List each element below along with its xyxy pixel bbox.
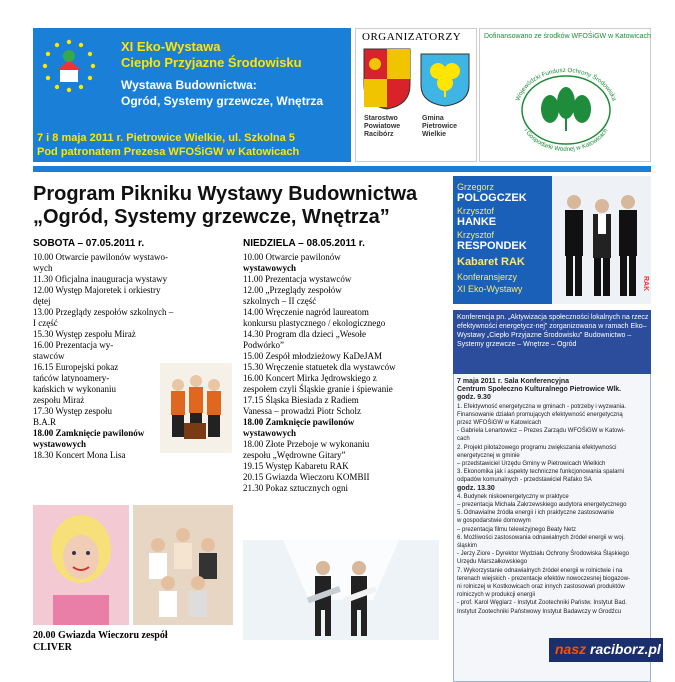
schedule-line: stawców (33, 351, 65, 361)
rak-photo-tag: RAK (642, 276, 649, 292)
sunday-schedule (243, 252, 443, 494)
folk-band-photo (160, 363, 232, 453)
organizers-box (355, 28, 477, 162)
org2-label-line3: Wielkie (422, 131, 447, 138)
fund-box (479, 28, 651, 162)
schedule-line: 18.00 Złote Przeboje w wykonaniu (243, 439, 370, 449)
schedule-line: 15.30 Wręczenie statuetek dla wystawców (243, 362, 396, 372)
schedule-line: 17.30 Występ zespołu (33, 406, 113, 416)
schedule-line: 11.30 Oficjalna inauguracja wystawy (33, 274, 168, 284)
schedule-line: 18.00 Zamknięcie pawilonów (243, 417, 355, 427)
performer3-first: Krzysztof (457, 230, 495, 240)
org1-label-line3: Racibórz (364, 131, 394, 138)
agenda-line: cach (457, 436, 470, 443)
fund-logo-ring-top: Wojewódzki Fundusz Ochrony Środowiska (514, 66, 618, 102)
site-watermark (549, 638, 663, 662)
schedule-line: 16.00 Koncert Mirka Jędrowskiego z (243, 373, 377, 383)
program-title-line2: „Ogród, Systemy grzewcze, Wnętrza” (33, 206, 390, 228)
schedule-line: zespołu Miraż (33, 395, 85, 405)
schedule-line: 15.30 Występ zespołu Miraż (33, 329, 136, 339)
conference-time-1: godz. 9.30 (457, 394, 491, 402)
agenda-line: ni rolniczej w Kostkowicach oraz innych zastosowań produktów (457, 584, 625, 591)
org2-label-line1: Gmina (422, 115, 444, 122)
agenda-line: 6. Możliwości zastosowania odnawialnych źródeł energii w woj. (457, 534, 625, 541)
eu-stars-logo-icon (39, 36, 99, 96)
schedule-line: wystawowych (243, 263, 296, 273)
schedule-line: wystawowych (243, 428, 296, 438)
band-group-photo (133, 505, 233, 625)
schedule-line: tańców latynoamery- (33, 373, 110, 383)
header-subtitle-line2: Ogród, Systemy grzewcze, Wnętrza (121, 94, 324, 108)
header-patronage-line: Pod patronatem Prezesa WFOŚiGW w Katowicach (37, 146, 300, 158)
agenda-line: śląskim (457, 543, 478, 550)
schedule-line: 18.00 Zamknięcie pawilonów (33, 428, 145, 438)
performers-event: XI Eko-Wystawy (457, 284, 523, 294)
saturday-heading: SOBOTA – 07.05.2011 r. (33, 238, 145, 249)
schedule-line: 21.30 Pokaz sztucznych ogni (243, 483, 348, 493)
clover-emblem-icon (418, 51, 472, 107)
conference-agenda (457, 378, 649, 616)
agenda-line: Urzędu Marszałkowskiego (457, 559, 528, 566)
schedule-line: zespołu „Wędrowne Gitary” (243, 450, 346, 460)
agenda-line: 2. Projekt pilotażowego programu zwiększania efektywności (457, 444, 617, 451)
header-date-line: 7 i 8 maja 2011 r. Pietrowice Wielkie, ul. Szkolna 5 (37, 132, 295, 144)
header-banner (33, 28, 351, 162)
agenda-line: 1. Efektywność energetyczna w gminach - potrzeby i wyzwania. (457, 403, 627, 410)
agenda-line: – prezentacja filmu telewizyjnego Beaty Netz (457, 526, 577, 533)
schedule-line: zespołem czyli Śląskie granie i śpiewanie (243, 384, 393, 394)
fund-logo-ring-bottom: i Gospodarki Wodnej w Katowicach (522, 127, 610, 154)
performers-group: Kabaret RAK (457, 256, 525, 268)
schedule-line: 18.30 Koncert Mona Lisa (33, 450, 126, 460)
agenda-line: Finansowanie działań promujących efektywność energetyczną (457, 411, 623, 418)
agenda-line: - prof. Karol Węglarz - Instytut Zootechniki Państw. Instytut Bad. (457, 600, 627, 607)
agenda-line: – przedstawiciel Urzędu Gminy w Pietrowicach Wielkich (457, 461, 606, 468)
kombii-band-photo (243, 540, 439, 640)
agenda-line: 7. Wykorzystanie odnawialnych źródeł energii w rolnictwie i na (457, 567, 623, 574)
agenda-line: Instytut Zootechniki Państwowy Instytut Badawczy w Grodźcu (457, 608, 622, 615)
agenda-line: 3. Ekonomika jak i aspekty techniczne funkcjonowania spalarni (457, 469, 625, 476)
schedule-line: 16.15 Europejski pokaz (33, 362, 119, 372)
agenda-line: - Gabriela Lenartowicz – Prezes Zarządu WFOŚiGW w Katowi- (457, 428, 626, 435)
conference-intro: Konferencja pn. „Aktywizacja społeczności lokalnych na rzecz efektywności energetycz-nej” zorganizowana w ramach Eko–Wystawy „Ciepło Przyjazne Środowisku” Budownictwo – Systemy grzewcze – Wnętrze – Ogród (457, 314, 649, 348)
performer3-last: RESPONDEK (457, 240, 527, 252)
header-subtitle-line1: Wystawa Budownictwa: (121, 78, 257, 92)
schedule-line: dętej (33, 296, 51, 306)
performer2-first: Krzysztof (457, 206, 495, 216)
agenda-line: przez WFOŚiGW w Katowicach (457, 420, 542, 427)
county-crest-icon (362, 47, 412, 111)
schedule-line: 11.00 Prezentacja wystawców (243, 274, 352, 284)
schedule-line: 19.15 Występ Kabaretu RAK (243, 461, 349, 471)
schedule-line: 12.00 Występ Majoretek i orkiestry (33, 285, 161, 295)
schedule-line: kańskich w wykonaniu (33, 384, 116, 394)
fund-funded-text: Dofinansowano ze środków WFOŚiGW w Katowicach (484, 33, 651, 40)
schedule-line: szkolnych – II część (243, 296, 317, 306)
schedule-line: konkursu plastycznego / ekologicznego (243, 318, 386, 328)
schedule-line: 17.15 Śląska Biesiada z Radiem (243, 395, 359, 405)
watermark-part1: nasz (555, 641, 587, 657)
agenda-line: odpadów komunalnych - przedstawiciel Rafako SA (457, 477, 592, 484)
program-title-line1: Program Pikniku Wystawy Budownictwa (33, 183, 418, 205)
cliver-caption (33, 630, 168, 654)
cliver-caption-line1: 20.00 Gwiazda Wieczoru zespół (33, 630, 168, 641)
schedule-line: wych (33, 263, 53, 273)
header-title-line1: XI Eko-Wystawa (121, 39, 221, 54)
schedule-line: 14.00 Wręczenie nagród laureatom (243, 307, 369, 317)
org2-label-line2: Pietrowice (422, 123, 458, 130)
performer2-last: HANKE (457, 216, 497, 228)
kabaret-rak-photo (552, 176, 651, 304)
schedule-line: 14.30 Program dla dzieci „Wesołe (243, 329, 366, 339)
schedule-line: 12.00 „Przeglądy zespołów (243, 285, 342, 295)
conference-time-2: godz. 13.30 (457, 484, 495, 492)
agenda-line: w gospodarstwie domowym (457, 518, 531, 525)
conference-venue: Centrum Społeczno Kulturalnego Pietrowice Wlk. (457, 386, 622, 394)
performer1-first: Grzegorz (457, 182, 495, 192)
schedule-line: wystawowych (33, 439, 86, 449)
schedule-line: B.A.R (33, 417, 57, 427)
saturday-schedule (33, 252, 174, 461)
cliver-singer-photo (33, 505, 129, 625)
schedule-line: I część (33, 318, 58, 328)
watermark-part2: raciborz.pl (590, 641, 661, 657)
header-divider (33, 166, 651, 172)
agenda-line: – prezentacja Michała Zakrzewskiego audytora energetycznego (457, 502, 627, 509)
agenda-line: - Jerzy Ziore - Dyrektor Wydziału Ochrony Środowiska Śląskiego (457, 551, 629, 558)
schedule-line: Vanessa – prowadzi Piotr Scholz (243, 406, 361, 416)
schedule-line: 16.00 Prezentacja wy- (33, 340, 114, 350)
agenda-line: 5. Odnawialne źródła energii i ich praktyczne zastosowanie (457, 510, 615, 517)
wfosigw-logo-icon (506, 65, 626, 155)
schedule-line: 20.15 Gwiazda Wieczoru KOMBII (243, 472, 370, 482)
agenda-line: energetycznej w gminie (457, 452, 520, 459)
performers-role: Konferansjerzy (457, 272, 518, 282)
schedule-line: 15.00 Zespół młodzieżowy KaDeJAM (243, 351, 382, 361)
header-title-line2: Ciepło Przyjazne Środowisku (121, 55, 302, 70)
agenda-line: rolniczych w produkcji energii (457, 592, 536, 599)
sunday-heading: NIEDZIELA – 08.05.2011 r. (243, 238, 365, 249)
cliver-caption-line2: CLIVER (33, 642, 72, 653)
organizers-title: ORGANIZATORZY (362, 31, 462, 43)
performer1-last: POLOGCZEK (457, 192, 527, 204)
org1-label-line1: Starostwo (364, 115, 398, 122)
schedule-line: 10.00 Otwarcie pawilonów (243, 252, 341, 262)
agenda-line: 4. Budynek niskoenergetyczny w praktyce (457, 493, 569, 500)
schedule-line: Podwórko” (243, 340, 284, 350)
org1-label-line2: Powiatowe (364, 123, 401, 130)
conference-date: 7 maja 2011 r. Sala Konferencyjna (457, 378, 570, 385)
schedule-line: 10.00 Otwarcie pawilonów wystawo- (33, 252, 168, 262)
schedule-line: 13.00 Przeglądy zespołów szkolnych – (33, 307, 174, 317)
agenda-line: terenach wiejskich - prezentacje efektów nowoczesnej biogazow- (457, 575, 631, 582)
